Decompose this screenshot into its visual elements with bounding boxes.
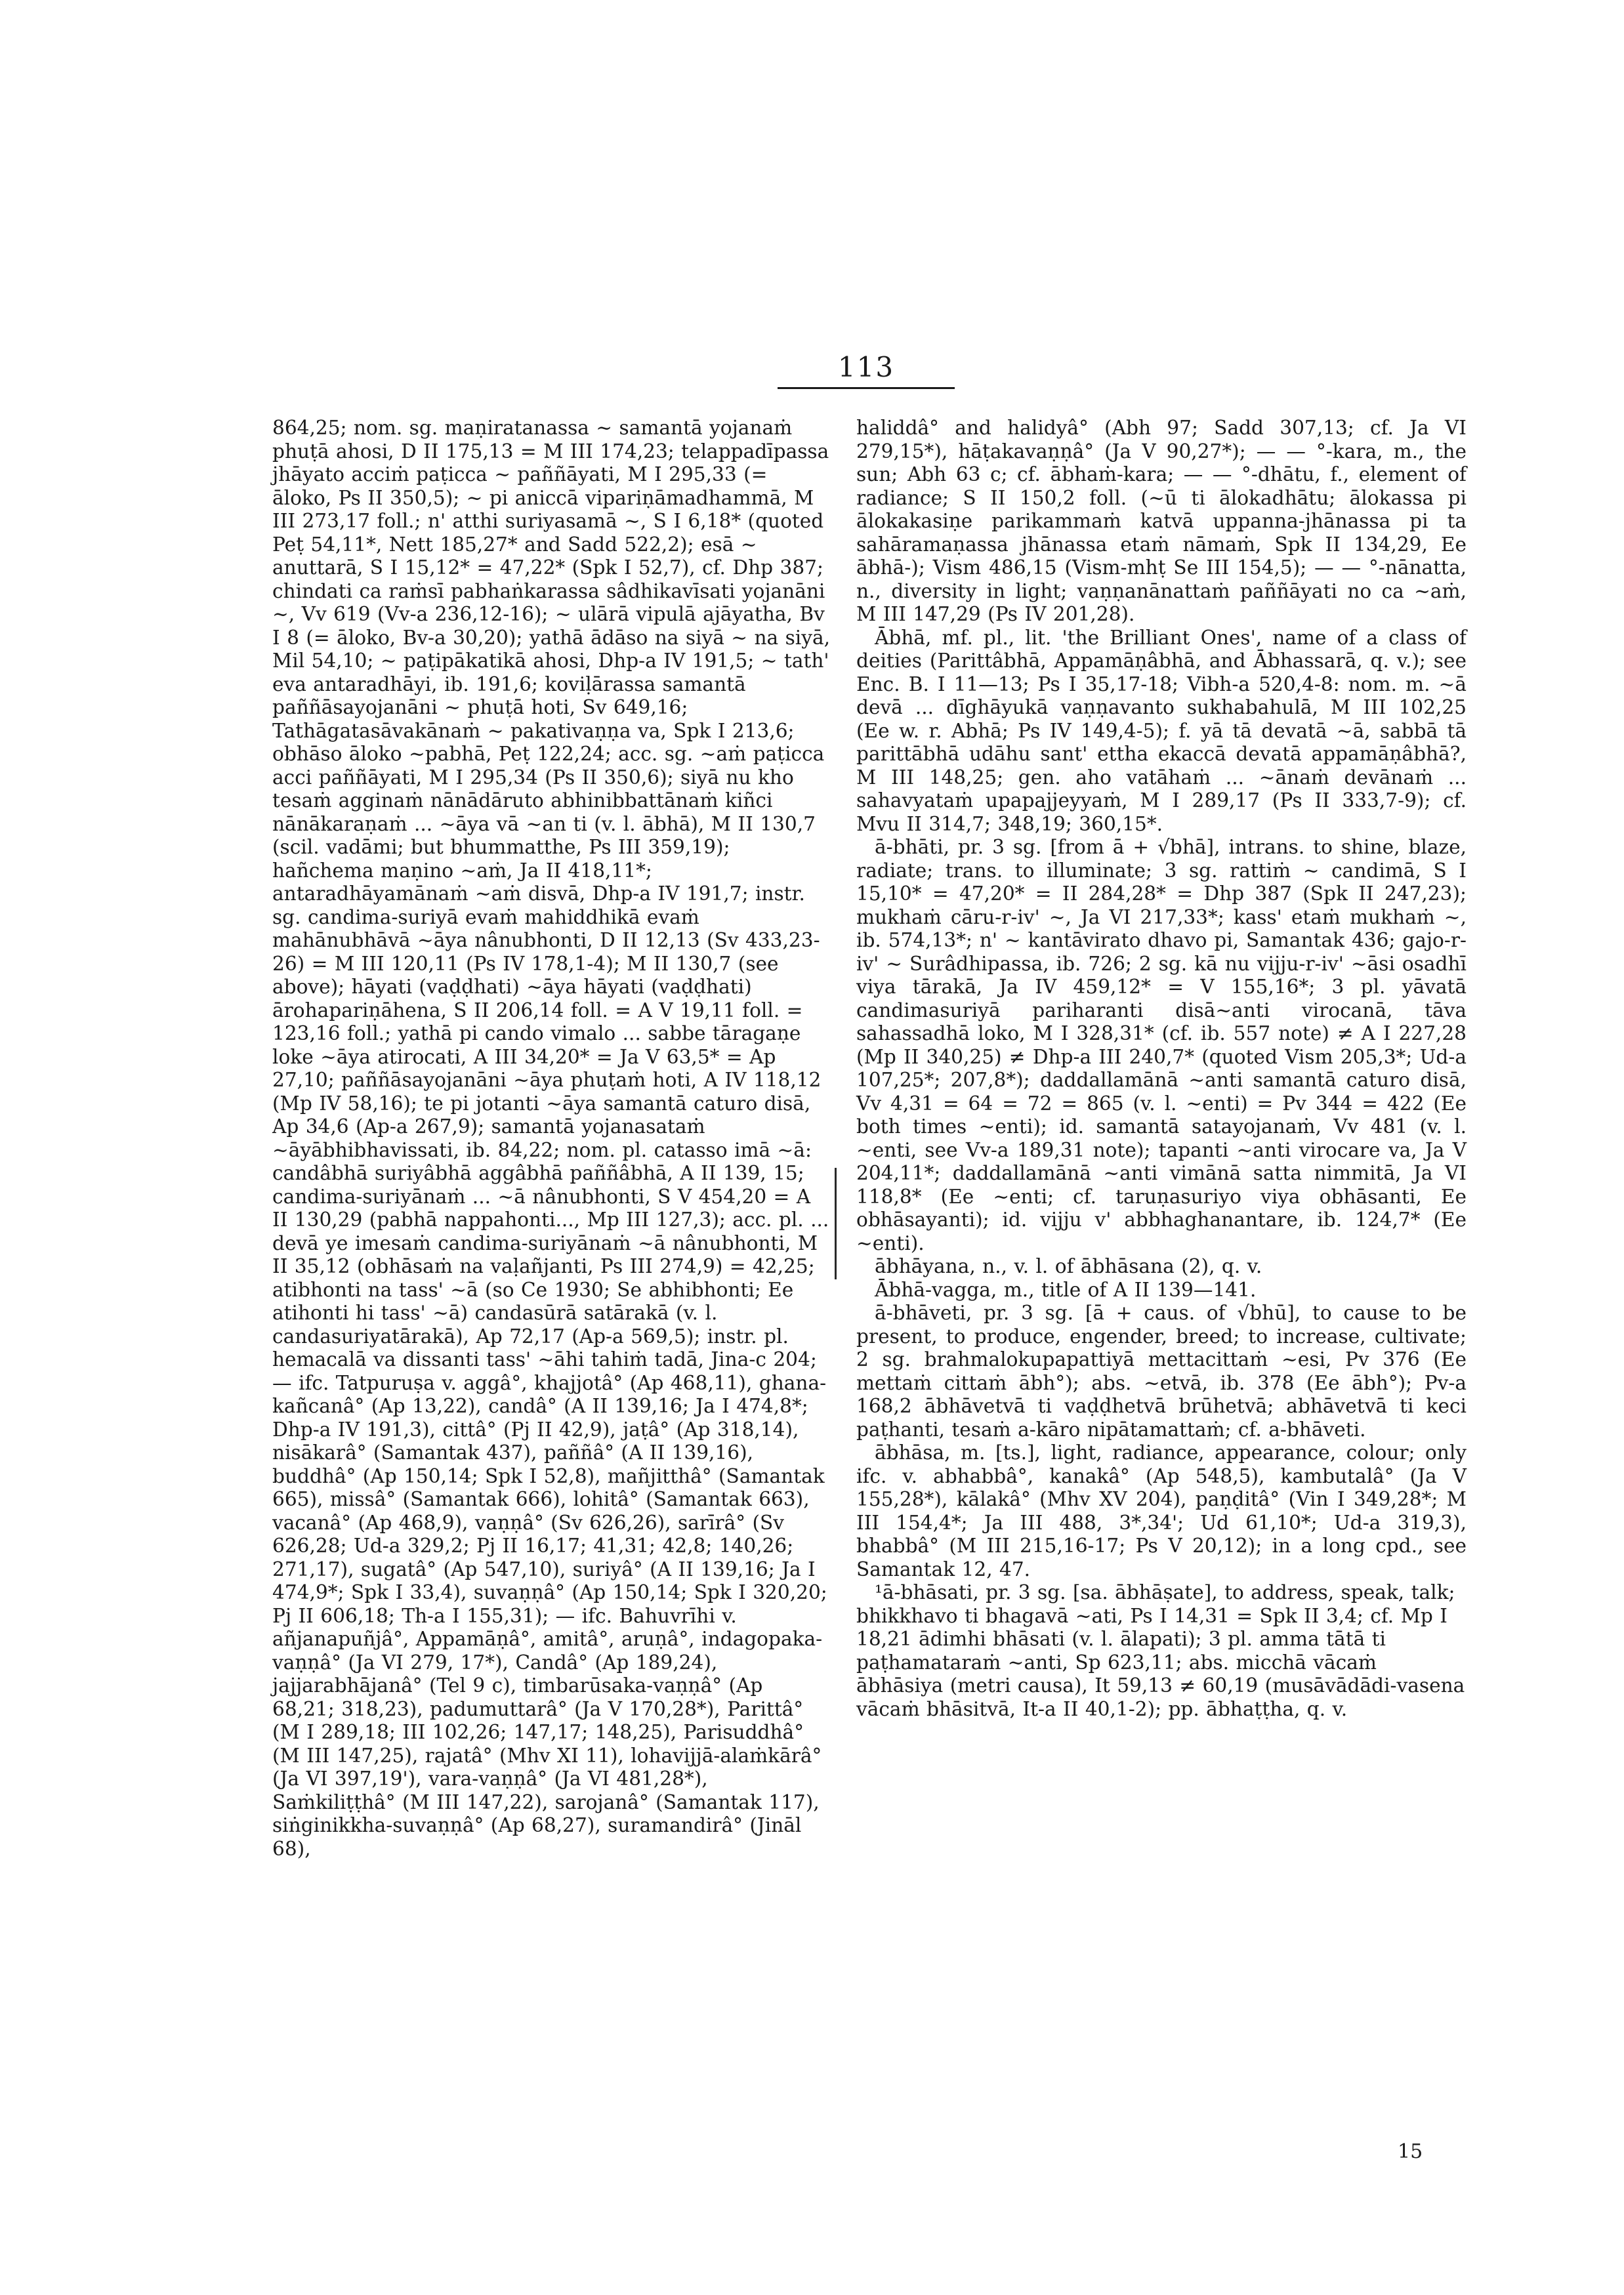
signature-mark: 15 — [1398, 2140, 1423, 2163]
left-column-entry: 864,25; nom. sg. maṇiratanassa ~ samantā yojanaṁ phuṭā ahosi, D II 175,13 = M III 174,23; telappadīpassa jhāyato acciṁ paṭicca ~ paññāyati, M I 295,33 (= āloko, Ps II 350,5); ~ pi aniccā vipariṇāmadhammā, M III 273,17 foll.; n' atthi suriyasamā ~, S I 6,18* (quoted Peṭ 54,11*, Nett 185,27* and Sadd 522,2); esā ~ anuttarā, S I 15,12* = 47,22* (Spk I 52,7), cf. Dhp 387; chindati ca raṁsī pabhaṅkarassa sâdhikavīsati yojanāni ~, Vv 619 (Vv-a 236,12-16); ~ ulārā vipulā ajāyatha, Bv I 8 (= āloko, Bv-a 30,20); yathā ādāso na siyā ~ na siyā, Mil 54,10; ~ paṭipākatikā ahosi, Dhp-a IV 191,5; ~ tath' eva antaradhāyi, ib. 191,6; koviḷārassa samantā paññāsayojanāni ~ phuṭā hoti, Sv 649,16; Tathāgatasāvakānaṁ ~ pakativaṇṇa va, Spk I 213,6; obhāso āloko ~pabhā, Peṭ 122,24; acc. sg. ~aṁ paṭicca acci paññāyati, M I 295,34 (Ps II 350,6); siyā nu kho tesaṁ agginaṁ nānādāruto abhinibbattānaṁ kiñci nānākaraṇaṁ ... ~āya vā ~an ti (v. l. ābhā), M II 130,7 (scil. vadāmi; but bhummatthe, Ps III 359,19); hañchema maṇino ~aṁ, Ja II 418,11*; antaradhāyamānaṁ ~aṁ disvā, Dhp-a IV 191,7; instr. sg. candima-suriyā evaṁ mahiddhikā evaṁ mahānubhāvā ~āya nânubhonti, D II 12,13 (Sv 433,23-26) = M III 120,11 (Ps IV 178,1-4); M II 130,7 (see above); hāyati (vaḍḍhati) ~āya hāyati (vaḍḍhati) ārohapariṇāhena, S II 206,14 foll. = A V 19,11 foll. = 123,16 foll.; yathā pi cando vimalo ... sabbe tāragaṇe loke ~āya atirocati, A III 34,20* = Ja V 63,5* = Ap 27,10; paññāsayojanāni ~āya phuṭaṁ hoti, A IV 118,12 (Mp IV 58,16); te pi jotanti ~āya samantā caturo disā, Ap 34,6 (Ap-a 267,9); samantā yojanasataṁ ~āyābhibhavissati, ib. 84,22; nom. pl. catasso imā ~ā: candâbhā suriyâbhā aggâbhā paññâbhā, A II 139, 15; candima-suriyānaṁ ... ~ā nânubhonti, S V 454,20 = A II 130,29 (pabhā nappahonti..., Mp III 127,3); acc. pl. ... devā ye imesaṁ candima-suriyānaṁ ~ā nânubhonti, M II 35,12 (obhāsaṁ na vaḷañjanti, Ps III 274,9) = 42,25; atibhonti na tass' ~ā (so Ce 1930; Se abhibhonti; Ee atihonti hi tass' ~ā) candasūrā satārakā (v. l. candasuriyatārakā), Ap 72,17 (Ap-a 569,5); instr. pl. hemacalā va dissanti tass' ~āhi tahiṁ tadā, Jina-c 204; — ifc. Tatpuruṣa v. aggâ°, khajjotâ° (Ap 468,11), ghana-kañcanâ° (Ap 13,22), candâ° (A II 139,16; Ja I 474,8*; Dhp-a IV 191,3), cittâ° (Pj II 42,9), jaṭâ° (Ap 318,14), nisākarâ° (Samantak 437), paññâ° (A II 139,16), buddhâ° (Ap 150,14; Spk I 52,8), mañjitthâ° (Samantak 665), missâ° (Samantak 666), lohitâ° (Samantak 663), vacanâ° (Ap 468,9), vaṇṇâ° (Sv 626,26), sarīrâ° (Sv 626,28; Ud-a 329,2; Pj II 16,17; 41,31; 42,8; 140,26; 271,17), sugatâ° (Ap 547,10), suriyâ° (A II 139,16; Ja I 474,9*; Spk I 33,4), suvaṇṇâ° (Ap 150,14; Spk I 320,20; Pj II 606,18; Th-a I 155,31); — ifc. Bahuvrīhi v. añjanapuñjâ°, Appamāṇâ°, amitâ°, aruṇâ°, indagopaka-vaṇṇâ° (Ja VI 279, 17*), Candâ° (Ap 189,24), jajjarabhājanâ° (Tel 9 c), timbarūsaka-vaṇṇâ° (Ap 68,21; 318,23), padumuttarâ° (Ja V 170,28*), Parittâ° (M I 289,18; III 102,26; 147,17; 148,25), Parisuddhâ° (M III 147,25), rajatâ° (Mhv XI 11), lohavijjā-alaṁkārâ° (Ja VI 397,19'), vara-vaṇṇâ° (Ja VI 481,28*), Saṁkiliṭṭhâ° (M III 147,22), sarojanâ° (Samantak 117), siṅginikkha-suvaṇṇâ° (Ap 68,27), suramandirâ° (Jināl 68), — [272, 417, 831, 1860]
right-column-entry: ¹ā-bhāsati, pr. 3 sg. [sa. ābhāṣate], to address, speak, talk; bhikkhavo ti bhagavā ~ati, Ps I 14,31 = Spk II 3,4; cf. Mp I 18,21 ādimhi bhāsati (v. l. ālapati); 3 pl. amma tātā ti paṭhamataraṁ ~anti, Sp 623,11; abs. micchā vācaṁ ābhāsiya (metri causa), It 59,13 ≠ 60,19 (musāvādādi-vasena vācaṁ bhāsitvā, It-a II 40,1-2); pp. ābhaṭṭha, q. v. — [856, 1581, 1465, 1720]
page-number: 113 — [837, 351, 895, 383]
left-column — [272, 417, 831, 1861]
right-column-entry: Ābhā, mf. pl., lit. 'the Brilliant Ones', name of a class of deities (Parittâbhā, Appamāṇâbhā, and Ābhassarā, q. v.); see Enc. B. I 11—13; Ps I 35,17-18; Vibh-a 520,4-8: nom. m. ~ā devā ... dīghāyukā vaṇṇavanto sukhabahulā, M III 102,25 (Ee w. r. Abhā; Ps IV 149,4-5); f. yā tā devatā ~ā, sabbā tā parittābhā udāhu sant' ettha ekaccā devatā appamāṇâbhā?, M III 148,25; gen. aho vatāhaṁ ... ~ānaṁ devānaṁ ... sahavyataṁ upapajjeyyaṁ, M I 289,17 (Ps II 333,7-9); cf. Mvu II 314,7; 348,19; 360,15*. — [856, 626, 1467, 835]
right-column-entry: ābhāsa, m. [ts.], light, radiance, appearance, colour; only ifc. v. abhabbâ°, kanakâ° (Ap 548,5), kambutalâ° (Ja V 155,28*), kālakâ° (Mhv XV 204), paṇḍitâ° (Vin I 349,28*; M III 154,4*; Ja III 488, 3*,34'; Ud 61,10*; Ud-a 319,3), bhabbâ° (M III 215,16-17; Ps V 20,12); in a long cpd., see Samantak 12, 47. — [856, 1441, 1467, 1581]
right-column-entry: ā-bhāti, pr. 3 sg. [from ā + √bhā], intrans. to shine, blaze, radiate; trans. to illuminate; 3 sg. rattiṁ ~ candimā, S I 15,10* = 47,20* = II 284,28* = Dhp 387 (Spk II 247,23); mukhaṁ cāru-r-iv' ~, Ja VI 217,33*; kass' etaṁ mukhaṁ ~, ib. 574,13*; n' ~ kantāvirato dhavo pi, Samantak 436; gajo-r-iv' ~ Surâdhipassa, ib. 726; 2 sg. kā nu vijju-r-iv' ~āsi osadhī viya tārakā, Ja IV 459,12* = V 155,16*; 3 pl. yāvatā candimasuriyā pariharanti disā~anti virocanā, tāva sahassadhā loko, M I 328,31* (cf. ib. 557 note) ≠ A I 227,28 (Mp II 340,25) ≠ Dhp-a III 240,7* (quoted Vism 205,3*; Ud-a 107,25*; 207,8*); daddallamānā ~anti samantā caturo disā, Vv 4,31 = 64 = 72 = 865 (v. l. ~enti) = Pv 344 = 422 (Ee both times ~enti); id. samantā satayojanaṁ, Vv 481 (v. l. ~enti, see Vv-a 189,31 note); tapanti ~anti virocare va, Ja V 204,11*; daddallamānā ~anti vimānā satta nimmitā, Ja VI 118,8* (Ee ~enti; cf. taruṇasuriyo viya obhāsanti, Ee obhāsayanti); id. vijju v' abbhaghanantare, ib. 124,7* (Ee ~enti). — [856, 836, 1467, 1254]
right-column-entry: ā-bhāveti, pr. 3 sg. [ā + caus. of √bhū], to cause to be present, to produce, engender, breed; to increase, cultivate; 2 sg. brahmalokupapattiyā mettacittaṁ ~esi, Pv 376 (Ee mettaṁ cittaṁ ābh°); abs. ~etvā, ib. 378 (Ee ābh°); Pv-a 168,2 ābhāvetvā ti vaḍḍhetvā brūhetvā; abhāvetvā ti keci paṭhanti, tesaṁ a-kāro nipātamattaṁ; cf. a-bhāveti. — [856, 1302, 1467, 1441]
right-column-entry: haliddâ° and halidyâ° (Abh 97; Sadd 307,13; cf. Ja VI 279,15*), hāṭakavaṇṇâ° (Ja V 90,27*); — — °-kara, m., the sun; Abh 63 c; cf. ābhaṁ-kara; — — °-dhātu, f., element of radiance; S II 150,2 foll. (~ū ti ālokadhātu; ālokassa pi ālokakasiṇe parikammaṁ katvā uppanna-jhānassa pi ta sahāramaṇassa jhānassa etaṁ nāmaṁ, Spk II 134,29, Ee ābhā-); Vism 486,15 (Vism-mhṭ Se III 154,5); — — °-nānatta, n., diversity in light; vaṇṇanānattaṁ paññāyati no ca ~aṁ, M III 147,29 (Ps IV 201,28). — [856, 417, 1467, 625]
right-column-entry: ābhāyana, n., v. l. of ābhāsana (2), q. v. — [875, 1255, 1262, 1277]
right-column — [856, 417, 1467, 1721]
right-column-entry: Ābhā-vagga, m., title of A II 139—141. — [875, 1278, 1257, 1301]
gutter-mark — [835, 1168, 837, 1279]
page-number-rule — [778, 387, 955, 389]
